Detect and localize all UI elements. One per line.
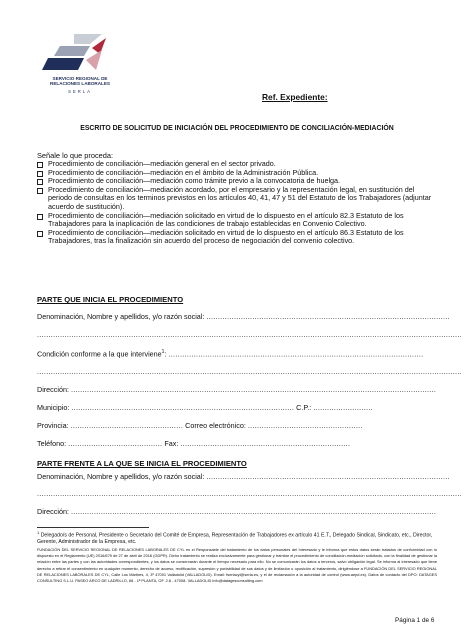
section-initiating-party-heading: PARTE QUE INICIA EL PROCEDIMIENTO xyxy=(37,295,184,304)
provincia-correo-field[interactable]: Provincia: ................................................. Correo electrónico: .................................................. xyxy=(37,421,363,430)
organization-name: SERVICIO REGIONAL DE RELACIONES LABORALES xyxy=(50,76,110,87)
procedure-option[interactable]: Procedimiento de conciliación—mediación en el ámbito de la Administración Pública. xyxy=(37,169,439,178)
respondent-direccion-field[interactable]: Dirección: ............................................................................................................................................................... xyxy=(37,507,437,516)
denominacion-field[interactable]: Denominación, Nombre y apellidos, y/o razón social: .......................................................................................................... xyxy=(37,312,450,321)
procedure-options xyxy=(37,160,439,246)
direccion-field[interactable]: Dirección: ............................................................................................................................................................... xyxy=(37,385,437,394)
checkbox[interactable] xyxy=(37,162,43,168)
select-instruction: Señale lo que proceda: xyxy=(37,151,114,160)
page-number: Página 1 de 6 xyxy=(395,617,435,624)
denominacion-continuation-field[interactable]: ......................................................................................................................................................................................... xyxy=(37,330,462,339)
checkbox[interactable] xyxy=(37,214,43,220)
municipio-cp-field[interactable]: Municipio: ................................................................................................. C.P.: .......................... xyxy=(37,403,373,412)
condicion-field[interactable]: Condición conforme a la que interviene$^1$: ............................................................................................................... xyxy=(37,349,424,359)
procedure-option[interactable]: Procedimiento de conciliación—mediación solicitado en virtud de lo dispuesto en el artículo 86.3 Estatuto de los Trabajadores, tras la finalización sin acuerdo del proceso de negociación del convenio colectivo. xyxy=(37,229,439,246)
checkbox[interactable] xyxy=(37,231,43,237)
procedure-option[interactable]: Procedimiento de conciliación—mediación como trámite previo a la convocatoria de huelga. xyxy=(37,177,439,186)
respondent-denominacion-continuation-field[interactable]: ......................................................................................................................................................................................... xyxy=(37,489,462,498)
procedure-option[interactable]: Procedimiento de conciliación—mediación acordado, por el empresario y la representación legal, en sustitución del periodo de consultas en los terminos previstos en los artículos 40, 41, 47 y 51 del Estatuto de los Trabajadores (adjuntar acuerdo de sustitución). xyxy=(37,186,439,212)
respondent-denominacion-field[interactable]: Denominación, Nombre y apellidos, y/o razón social: .......................................................................................................... xyxy=(37,472,450,481)
data-protection-notice: FUNDACIÓN DEL SERVICIO REGIONAL DE RELACIONES LABORALES DE CYL es el Responsable del tratamiento de los datos personales del Interesado y le informa que estos datos serán tratados de conformidad con lo dispuesto en el Reglamento (UE) 2016/679 de 27 de abril de 2016 (GDPR). Dicho tratamiento se realiza exclusivamente para gestionar y tramitar el procedimiento de conciliación-mediación solicitado, con la finalidad de gestionar la relación entre las partes y con las autoridades correspondientes, y los datos se conservarán durante el tiempo necesario para ello. No se comunicarán los datos a terceros, salvo obligación legal. Se informa al interesado que tiene derecho a retirar el consentimiento en cualquier momento, derecho de acceso, rectificación, supresión y portabilidad de sus datos y de limitación u oposición al tratamiento, dirigiéndose a FUNDACIÓN DEL SERVICIO REGIONAL DE RELACIONES LABORALES DE CYL, Calle Los Mártires, 4, 3º 47001 Valladolid (VALLADOLID). Email: fserlacyl@serla.es, y el de reclamación a la autoridad de control (www.aepd.es). Datos de contacto del DPO: DATAGES CONSULTING S.L.U. PASEO ARCO DE LADRILLO, 68 - 1ª PLANTA, OF. 2.8 - 47008- VALLADOLID info@datagesconsulting.com xyxy=(37,547,437,584)
checkbox[interactable] xyxy=(37,179,43,185)
telefono-fax-field[interactable]: Teléfono: ......................................... Fax: .......................................................................... xyxy=(37,439,351,448)
section-respondent-party-heading: PARTE FRENTE A LA QUE SE INICIA EL PROCEDIMIENTO xyxy=(37,459,247,468)
footnote: $^1$ Delegado/s de Personal, Presidente o Secretario del Comité de Empresa, Representación de Trabajadores ex artículo 41 E.T., Delegado Sindical, Sindicato, etc., Director, Gerente, Administrador de la Empresa, etc. xyxy=(37,530,433,546)
procedure-option[interactable]: Procedimiento de conciliación—mediación general en el sector privado. xyxy=(37,160,439,169)
footnote-separator xyxy=(37,527,149,528)
document-title: ESCRITO DE SOLICITUD DE INICIACIÓN DEL PROCEDIMIENTO DE CONCILIACIÓN-MEDIACIÓN xyxy=(80,125,394,132)
organization-acronym: SERLA xyxy=(68,89,92,94)
ref-expediente-label: Ref. Expediente: xyxy=(262,92,328,102)
checkbox[interactable] xyxy=(37,188,43,194)
condicion-continuation-field[interactable]: ......................................................................................................................................................................................... xyxy=(37,367,462,376)
procedure-option[interactable]: Procedimiento de conciliación—mediación solicitado en virtud de lo dispuesto en el artículo 82.3 Estatuto de los Trabajadores para la inaplicación de las condiciones de trabajo establecidas en Convenio Colectivo. xyxy=(37,212,439,229)
checkbox[interactable] xyxy=(37,171,43,177)
